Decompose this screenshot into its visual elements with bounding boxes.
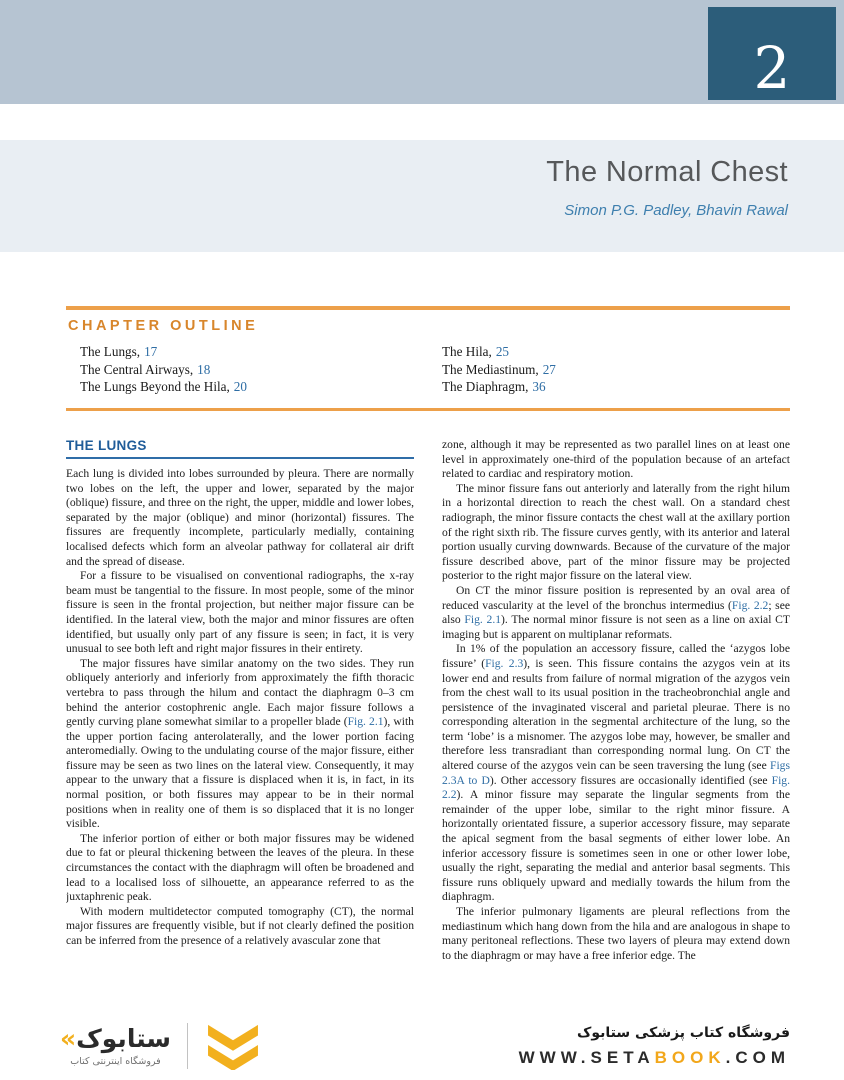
outline-item-central-airways[interactable] [80,361,428,379]
outline-item-label: The Central Airways, [80,361,194,377]
chapter-title: The Normal Chest [546,156,788,188]
title-panel [0,140,844,252]
text-segment: ; see also [442,598,790,627]
paragraph [442,584,790,642]
outline-item-lungs[interactable] [80,343,428,361]
outline-column-right [428,343,790,396]
chapter-number-badge [708,7,836,100]
footer [0,1012,844,1080]
figure-link[interactable]: Fig. 2.1 [347,715,384,729]
url-accent: BOOK [654,1047,726,1067]
text-segment: .COM [725,1047,790,1067]
text-segment: The minor fissure fans out anteriorly and laterally from the right hilum in a horizontal direction to reach the chest wall. On a standard chest radiograph, the minor fissure contacts the chest wall at the axillary portion of the right sixth rib. The fissure curves gently, with its anterior and lateral portion usually curving downwards. Because of the curvature of the major fissure described above, part of the minor fissure may be projected posterior to the right major fissure on the lateral view. [442,481,790,583]
outline-item-mediastinum[interactable] [442,361,790,379]
logo-divider [187,1023,188,1069]
figure-link[interactable]: Fig. 2.2 [442,773,790,802]
outline-heading: CHAPTER OUTLINE [68,318,259,334]
logo-accent-mark: « [60,1024,77,1054]
figure-link[interactable]: Fig. 2.2 [731,598,769,612]
outline-page-number[interactable]: 17 [144,344,158,359]
outline-bottom-rule [66,408,790,411]
paragraph [442,642,790,905]
chapter-authors: Simon P.G. Padley, Bhavin Rawal [564,202,788,219]
text-segment: The inferior pulmonary ligaments are pleural reflections from the mediastinum which hang down from the hila and are analogous in shape to many peritoneal reflections. These two layers of pleura may extend down to the diaphragm or may have a free inferior edge. The [442,905,790,962]
section-heading: THE LUNGS [66,438,147,453]
paragraph [442,905,790,963]
text-segment: On CT the minor fissure position is represented by an oval area of reduced vascularity at the level of the bronchus intermedius ( [442,583,790,612]
section-heading-rule [66,457,414,459]
text-segment: With modern multidetector computed tomography (CT), the normal major fissures are frequently visible, but if not clearly defined the position can be inferred from the presence of a relatively avascular zone that [66,904,414,947]
chapter-outline [66,306,790,411]
text-segment: For a fissure to be visualised on conventional radiographs, the x-ray beam must be tangential to the fissure. In most people, some of the minor fissure is seen in the frontal projection, but neither major fissure can be identified. In the lateral view, both the major and minor fissures are often identified, but usually only part of any fissure is seen; in fact, it is very unusual to see both left and right major fissures in their entirety. [66,569,414,656]
logo-name: ستابوک [76,1024,171,1054]
figure-link[interactable]: Figs 2.3A to D [442,759,790,787]
outline-item-label: The Lungs Beyond the Hila, [80,379,230,394]
left-column [66,438,414,1010]
outline-item-hila[interactable] [442,343,790,361]
logo-subtitle: فروشگاه اینترنتی کتاب [70,1055,161,1067]
outline-page-number[interactable]: 18 [197,361,211,377]
figure-link[interactable]: Fig. 2.3 [485,656,524,670]
right-column [442,438,790,1010]
double-chevron-icon [204,1022,262,1070]
outline-top-rule [66,306,790,310]
text-segment: The inferior portion of either or both major fissures may be widened due to fat or pleural thickening between the leaves of the pleura. In these circumstances the contact with the diaphragm will often be broadened and lead to a localised loss of silhouette, an appearance referred to as the juxtaphrenic peak. [66,831,414,904]
footer-right [519,1025,790,1068]
store-tagline: فروشگاه کتاب پزشکی ستابوک [577,1024,790,1041]
outline-page-number[interactable]: 20 [233,379,247,394]
main-content [66,438,790,1010]
outline-page-number[interactable]: 27 [542,361,556,377]
text-segment: The major fissures have similar anatomy on the two sides. They run obliquely anteriorly and inferiorly from approximately the fifth thoracic vertebra to pass through the hilum and contact the diaphragm 0–3 cm behind the anterior costophrenic angle. Each major fissure follows a gently curving plane somewhat similar to a propeller blade ( [66,656,414,729]
outline-page-number[interactable]: 25 [495,344,509,359]
text-segment: ). Other accessory fissures are occasionally identified (see [489,773,772,787]
outline-item-label: The Lungs, [80,344,141,359]
text-segment: ). A minor fissure may separate the lingular segments from the remainder of the upper lobe, similar to the right minor fissure. A horizontally orientated fissure, a superior accessory fissure, may separate the apical segment from the basal segments of either lower lobe. An inferior accessory fissure is sometimes seen in one or other lower lobe, usually the right, separating the medial and anterior basal segments. This fissure runs obliquely upward and medially towards the hilum from the diaphragm. [442,788,790,904]
text-segment: In 1% of the population an accessory fissure, called the ‘azygos lobe fissure’ ( [442,642,790,670]
paragraph [66,657,414,832]
outline-page-number[interactable]: 36 [532,379,546,394]
outline-item-lungs-beyond-hila[interactable] [80,378,428,396]
chapter-number: 2 [753,33,791,102]
outline-item-label: The Hila, [442,344,492,359]
text-segment: ), with the upper portion facing anterolaterally, and the lower portion facing anteromedially. Owing to the undulating course of the major fissure, either fissure may be seen as two lines on the lateral view. Consequently, it may appear to the unwary that a fissure is displaced when it is, in fact, in its normal position, or both fissures may appear to be in their normal positions when in reality one of them is so displaced that it is no longer visible. [66,715,414,831]
paragraph [66,569,414,657]
text-segment: zone, although it may be represented as two parallel lines on at least one level in approximately one-third of the population because of an artefact related to cardiac and respiratory motion. [442,438,790,481]
logo-wordmark-text [60,1025,171,1053]
logo-wordmark [60,1025,171,1067]
text-segment: Each lung is divided into lobes surrounded by pleura. There are normally two lobes on the left, the upper and lower, separated by the major (oblique) fissure, and three on the right, the upper, middle and lower lobes, separated by the major (oblique) and minor (horizontal) fissures. The fissures are frequently incomplete, particularly medially, containing localised defects which form an alveolar pathway for collateral air drift and the spread of disease. [66,467,414,568]
outline-column-left [66,343,428,396]
paragraph [66,832,414,905]
paragraph [66,905,414,949]
outline-item-label: The Mediastinum, [442,361,539,377]
outline-item-diaphragm[interactable] [442,378,790,396]
text-segment: ), is seen. This fissure contains the azygos vein at its lower end and results from failure of normal migration of the azygos vein from the chest wall to its usual position in the tracheobronchial angle and persistence of the invaginated visceral and parietal pleurae. There is no corresponding alteration in the segmental architecture of the lung, so the term ‘lobe’ is a misnomer. The azygos lobe may, however, be smaller and therefore less transradiant than corresponding normal lung. On CT the altered course of the azygos vein can be seen traversing the lung (see [442,656,790,773]
paragraph [442,438,790,482]
outline-columns [66,343,790,396]
store-url [519,1048,790,1068]
figure-link[interactable]: Fig. 2.1 [464,613,502,627]
text-segment: ). The normal minor fissure is not seen as a line on axial CT imaging but is apparent on multiplanar reformats. [442,613,790,641]
outline-item-label: The Diaphragm, [442,379,529,394]
paragraph [66,467,414,569]
setabook-logo [60,1022,262,1070]
paragraph [442,482,790,584]
text-segment: WWW.SETA [518,1047,655,1067]
